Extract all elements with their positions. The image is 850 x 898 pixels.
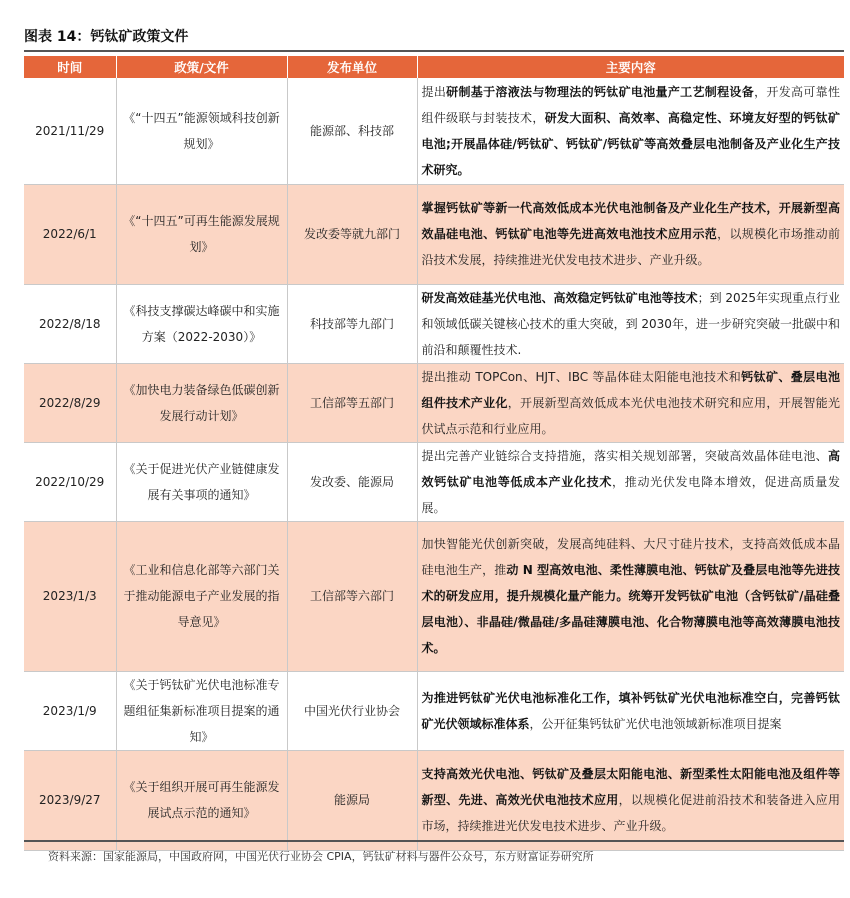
- content-emphasis: 为推进钙钛矿光伏电池标准化工作，填补钙钛矿光伏电池标准空白，完善钙钛矿光伏领域标准体系: [421, 690, 840, 731]
- figure-title-bar: [24, 24, 844, 52]
- row-content: [417, 521, 844, 671]
- row-date: 2022/6/1: [24, 184, 116, 284]
- row-issuer: 能源部、科技部: [287, 78, 417, 184]
- row-policy-title: 《关于钙钛矿光伏电池标准专题组征集新标准项目提案的通知》: [116, 671, 287, 750]
- row-content: [417, 78, 844, 184]
- row-date: 2023/9/27: [24, 750, 116, 850]
- table-row: [24, 750, 844, 850]
- row-issuer: 科技部等九部门: [287, 284, 417, 363]
- table-row: [24, 671, 844, 750]
- table-row: [24, 284, 844, 363]
- content-emphasis: 动 N 型高效电池、柔性薄膜电池、钙钛矿及叠层电池等先进技术的研发应用，提升规模化量产能力。统筹开发钙钛矿电池（含钙钛矿/晶硅叠层电池）、非晶硅/微晶硅/多晶硅薄膜电池、化合物薄膜电池等高效薄膜电池技术。: [421, 563, 840, 655]
- content-text: 提出完善产业链综合支持措施，落实相关规划部署，突破高效晶体硅电池、: [421, 448, 828, 463]
- row-date: 2021/11/29: [24, 78, 116, 184]
- header-content: 主要内容: [417, 56, 844, 78]
- content-emphasis: 支持高效光伏电池、钙钛矿及叠层太阳能电池、新型柔性太阳能电池及组件等新型、先进、高效光伏电池技术应用: [421, 767, 840, 807]
- source-note: [24, 840, 844, 864]
- row-date: 2022/10/29: [24, 442, 116, 521]
- row-issuer: 工信部等六部门: [287, 521, 417, 671]
- row-date: 2022/8/18: [24, 284, 116, 363]
- row-policy-title: 《“十四五”可再生能源发展规划》: [116, 184, 287, 284]
- row-date: 2023/1/3: [24, 521, 116, 671]
- table-row: [24, 442, 844, 521]
- table-row: [24, 363, 844, 442]
- header-date: 时间: [24, 56, 116, 78]
- content-emphasis: 研发大面积、高效率、高稳定性、环境友好型的钙钛矿电池;开展晶体硅/钙钛矿、钙钛矿/钙钛矿等高效叠层电池制备及产业化生产技术研究。: [421, 110, 840, 177]
- row-content: [417, 750, 844, 850]
- source-text: 国家能源局，中国政府网，中国光伏行业协会 CPIA，钙钛矿材料与器件公众号，东方财富证券研究所: [103, 850, 594, 863]
- row-content: [417, 363, 844, 442]
- content-text: ，公开征集钙钛矿光伏电池领域新标准项目提案: [529, 716, 782, 731]
- content-text: ，开发高可靠性组件级联与封装技术，: [421, 84, 840, 125]
- row-date: 2023/1/9: [24, 671, 116, 750]
- row-content: [417, 442, 844, 521]
- content-text: ，开展新型高效低成本光伏电池技术研究和应用，开展智能光伏试点示范和行业应用。: [421, 395, 840, 436]
- table-row: [24, 78, 844, 184]
- row-issuer: 工信部等五部门: [287, 363, 417, 442]
- content-text: ，推动光伏发电降本增效，促进高质量发展。: [421, 474, 840, 515]
- content-emphasis: 研制基于溶液法与物理法的钙钛矿电池量产工艺制程设备: [446, 84, 755, 99]
- row-issuer: 能源局: [287, 750, 417, 850]
- row-content: [417, 284, 844, 363]
- row-date: 2022/8/29: [24, 363, 116, 442]
- content-text: ，以规模化促进前沿技术和装备进入应用市场，持续推进光伏发电技术进步、产业升级。: [421, 793, 840, 833]
- row-policy-title: 《科技支撑碳达峰碳中和实施方案（2022-2030）》: [116, 284, 287, 363]
- header-issuer: 发布单位: [287, 56, 417, 78]
- figure-title: 图表 14：钙钛矿政策文件: [24, 29, 189, 45]
- row-issuer: 发改委、能源局: [287, 442, 417, 521]
- row-policy-title: 《“十四五”能源领域科技创新规划》: [116, 78, 287, 184]
- content-emphasis: 掌握钙钛矿等新一代高效低成本光伏电池制备及产业化生产技术，开展新型高效晶硅电池、钙钛矿电池等先进高效电池技术应用示范: [421, 201, 840, 241]
- policy-table: [24, 56, 844, 851]
- content-text: ；到 2025年实现重点行业和领域低碳关键核心技术的重大突破，到 2030年，进一步研究突破一批碳中和前沿和颠覆性技术.: [421, 290, 840, 357]
- content-text: 提出推动 TOPCon、HJT、IBC 等晶体硅太阳能电池技术和: [421, 369, 742, 384]
- row-policy-title: 《关于组织开展可再生能源发展试点示范的通知》: [116, 750, 287, 850]
- content-text: 提出: [421, 84, 447, 99]
- content-text: 加快智能光伏创新突破，发展高纯硅料、大尺寸硅片技术，支持高效低成本晶硅电池生产，推: [421, 537, 840, 577]
- header-policy: 政策/文件: [116, 56, 287, 78]
- table-header-row: [24, 56, 844, 78]
- row-content: [417, 671, 844, 750]
- source-label: 资料来源：: [48, 850, 103, 863]
- content-text: ，以规模化市场推动前沿技术发展，持续推进光伏发电技术进步、产业升级。: [421, 227, 840, 267]
- row-issuer: 发改委等就九部门: [287, 184, 417, 284]
- row-policy-title: 《工业和信息化部等六部门关于推动能源电子产业发展的指导意见》: [116, 521, 287, 671]
- row-content: [417, 184, 844, 284]
- content-emphasis: 钙钛矿、叠层电池组件技术产业化: [421, 369, 840, 410]
- table-row: [24, 184, 844, 284]
- row-issuer: 中国光伏行业协会: [287, 671, 417, 750]
- table-row: [24, 521, 844, 671]
- policy-table-body: [24, 78, 844, 850]
- row-policy-title: 《关于促进光伏产业链健康发展有关事项的通知》: [116, 442, 287, 521]
- row-policy-title: 《加快电力装备绿色低碳创新发展行动计划》: [116, 363, 287, 442]
- content-emphasis: 高效钙钛矿电池等低成本产业化技术: [421, 448, 840, 489]
- content-emphasis: 研发高效硅基光伏电池、高效稳定钙钛矿电池等技术: [421, 290, 698, 305]
